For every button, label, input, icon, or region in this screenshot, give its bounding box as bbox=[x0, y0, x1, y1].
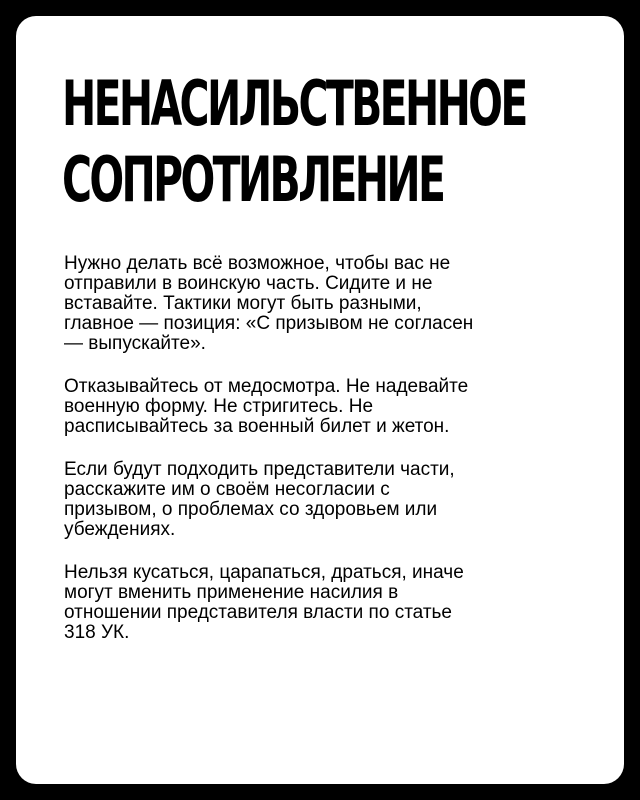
paragraph-line: вставайте. Тактики могут быть разными, bbox=[64, 293, 422, 314]
paragraph-line: отношении представителя власти по статье bbox=[64, 602, 452, 623]
paragraph-1 bbox=[64, 254, 604, 354]
paragraph-line: Если будут подходить представители части, bbox=[64, 459, 455, 480]
paragraph-line: призывом, о проблемах со здоровьем или bbox=[64, 499, 438, 520]
paragraph-4 bbox=[64, 563, 604, 643]
paragraph-line: Отказывайтесь от медосмотра. Не надевайте bbox=[64, 376, 469, 397]
paragraph-line: Нужно делать всё возможное, чтобы вас не bbox=[64, 253, 451, 274]
card-title-line-1: НЕНАСИЛЬСТВЕННОЕ bbox=[62, 67, 526, 140]
paragraph-line: отправили в воинскую часть. Сидите и не bbox=[64, 273, 433, 294]
paragraph-line: Нельзя кусаться, царапаться, драться, иначе bbox=[64, 562, 464, 583]
paragraph-line: — выпускайте». bbox=[64, 333, 206, 354]
card-title-line-2: СОПРОТИВЛЕНИЕ bbox=[62, 143, 444, 216]
paragraph-2 bbox=[64, 377, 604, 437]
paragraph-3 bbox=[64, 460, 604, 540]
paragraph-line: расскажите им о своём несогласии с bbox=[64, 479, 390, 500]
paragraph-line: главное — позиция: «С призывом не согласен bbox=[64, 313, 474, 334]
paragraph-line: 318 УК. bbox=[64, 622, 130, 643]
card-body bbox=[64, 254, 604, 666]
card-title bbox=[62, 66, 526, 218]
paragraph-line: могут вменить применение насилия в bbox=[64, 582, 399, 603]
paragraph-line: расписывайтесь за военный билет и жетон. bbox=[64, 416, 450, 437]
info-card bbox=[16, 16, 624, 784]
paragraph-line: военную форму. Не стригитесь. Не bbox=[64, 396, 374, 417]
paragraph-line: убеждениях. bbox=[64, 519, 176, 540]
